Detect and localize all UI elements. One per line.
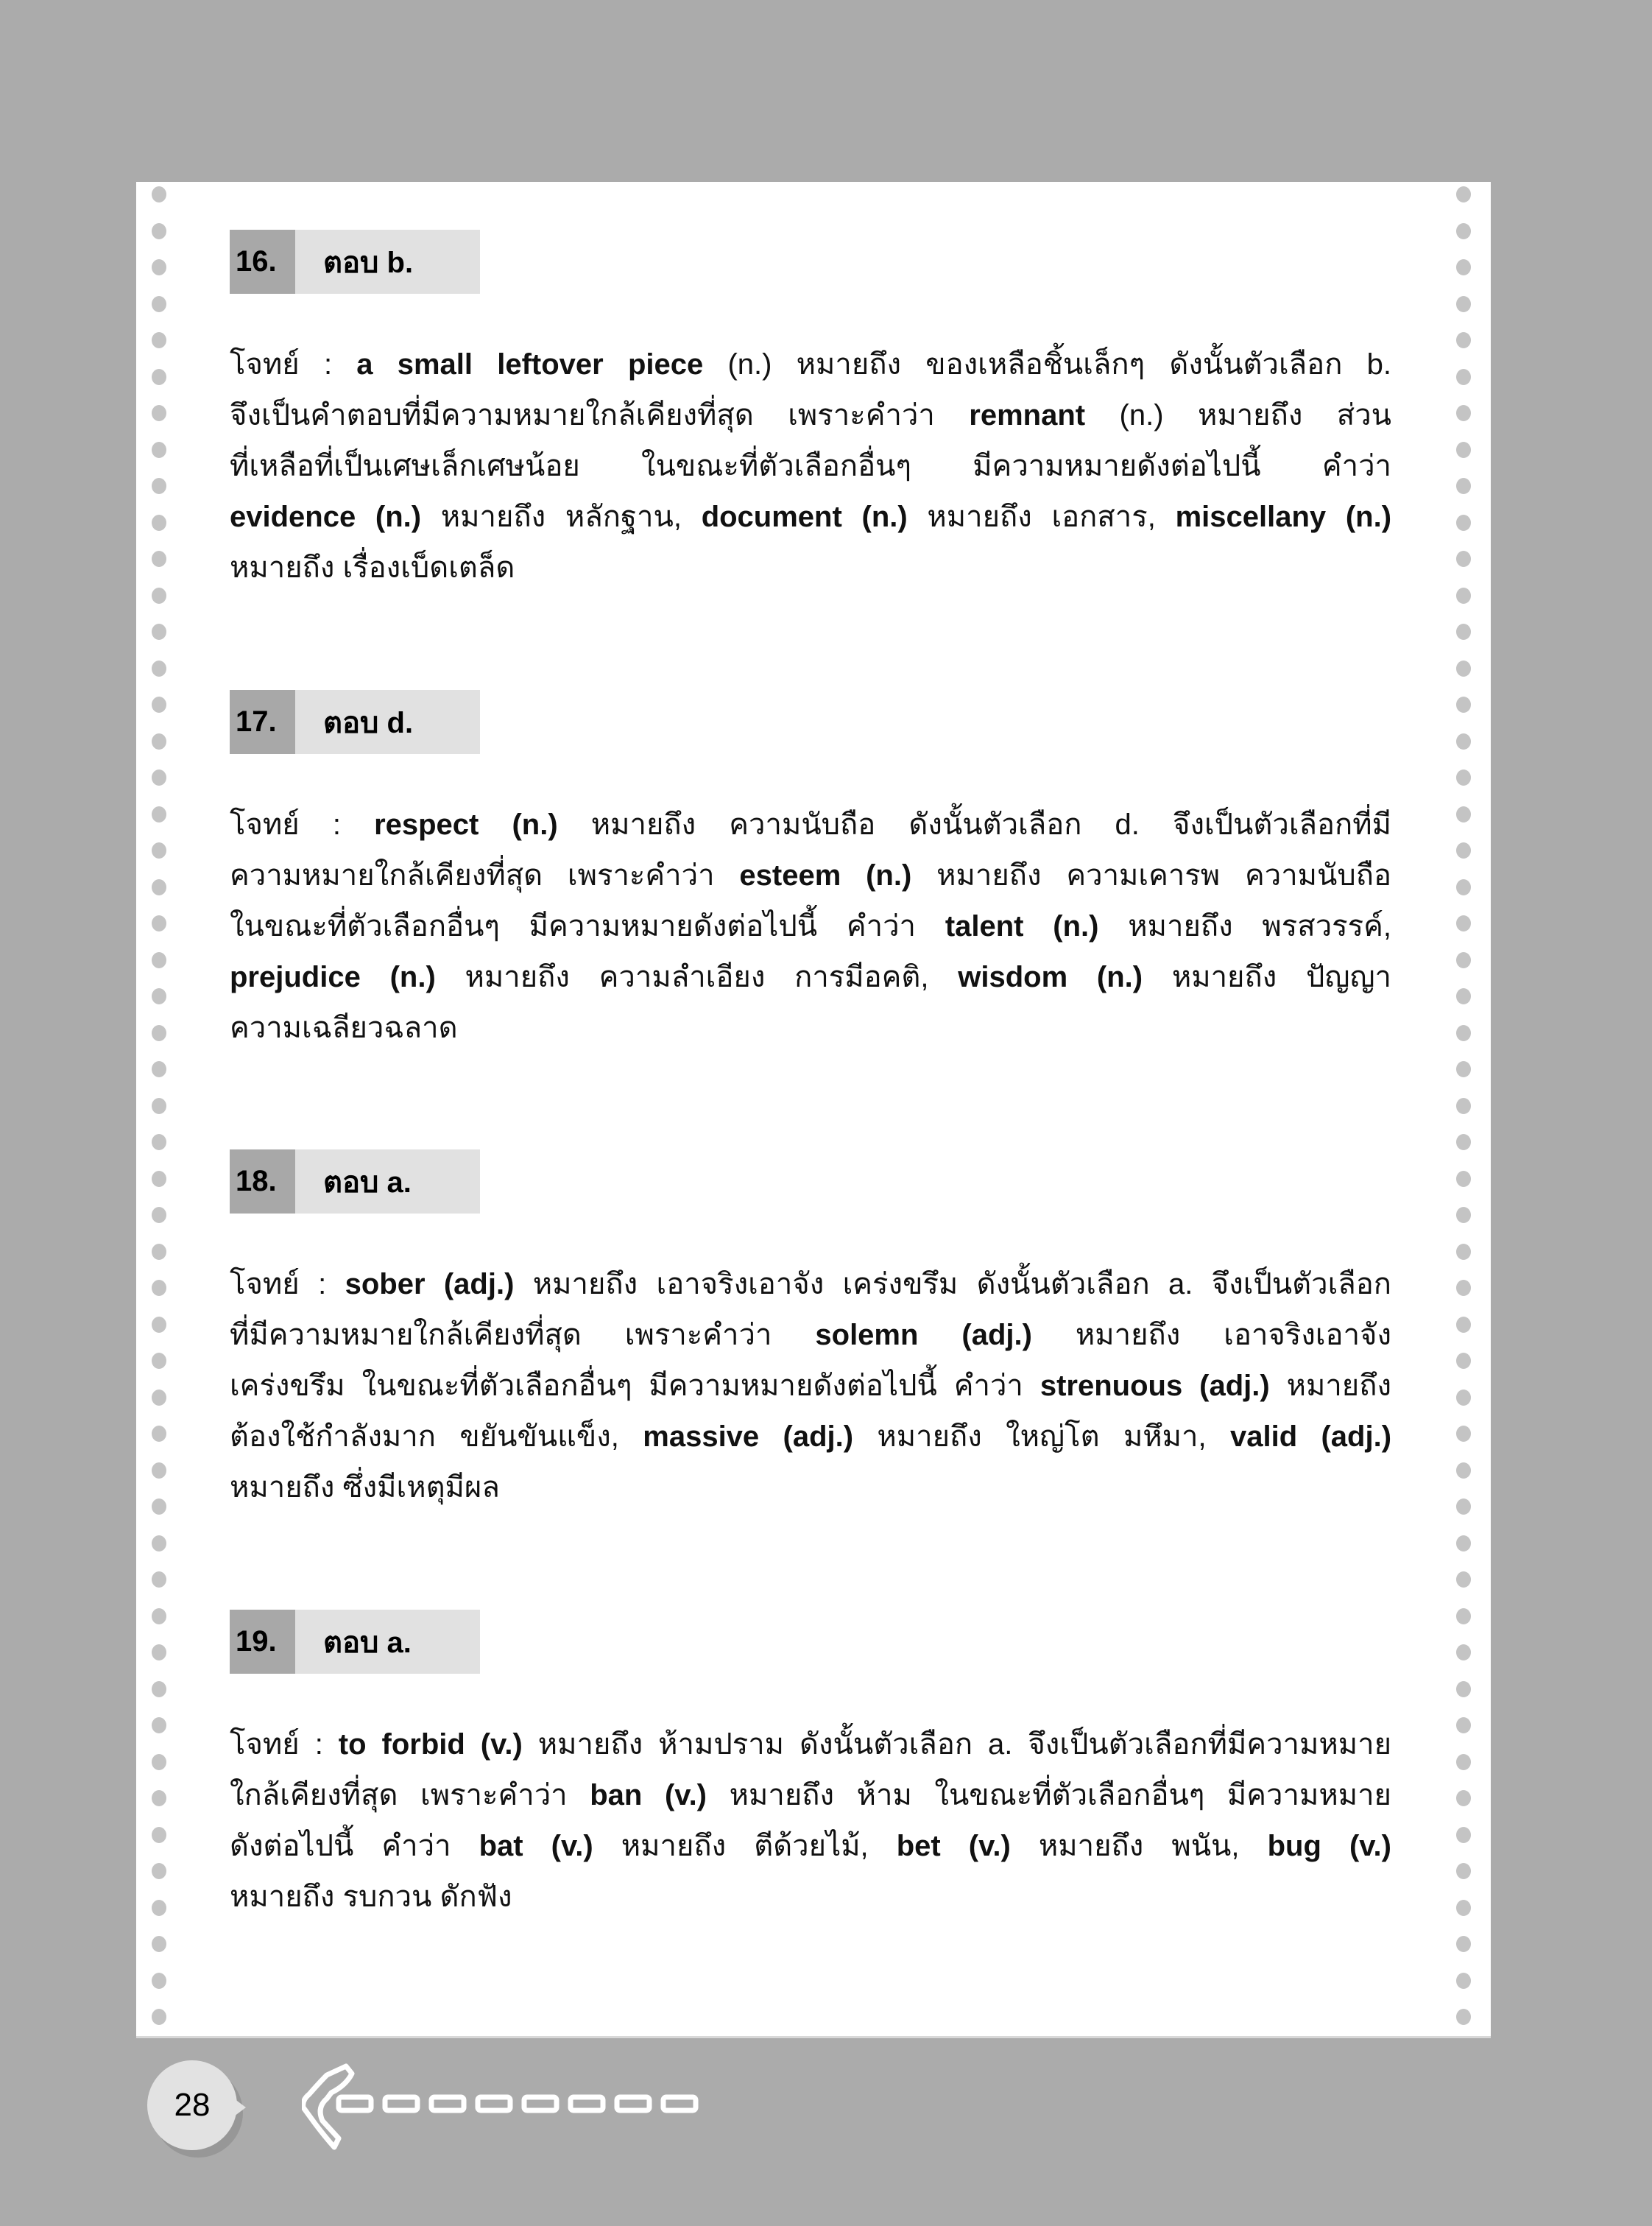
binder-hole bbox=[152, 1827, 166, 1843]
vocabulary-term: ban (v.) bbox=[590, 1779, 707, 1811]
text-segment: ดังต่อไปนี้ คำว่า bbox=[230, 1830, 479, 1862]
text-segment: ความเฉลียวฉลาด bbox=[230, 1012, 458, 1044]
binder-hole bbox=[1456, 186, 1471, 202]
binder-hole bbox=[1456, 1025, 1471, 1041]
text-line bbox=[230, 492, 1391, 543]
vocabulary-term: sober (adj.) bbox=[345, 1268, 515, 1300]
text-line bbox=[230, 1462, 1391, 1513]
answer-header bbox=[230, 690, 480, 754]
binder-hole bbox=[1456, 697, 1471, 713]
vocabulary-term: evidence (n.) bbox=[230, 501, 422, 533]
question-number: 19. bbox=[230, 1610, 295, 1674]
binder-hole bbox=[152, 1061, 166, 1077]
text-segment: ใกล้เคียงที่สุด เพราะคำว่า bbox=[230, 1779, 590, 1811]
binder-hole bbox=[152, 952, 166, 968]
binder-hole bbox=[1456, 1134, 1471, 1150]
binder-hole bbox=[152, 1571, 166, 1588]
binder-hole bbox=[1456, 1426, 1471, 1442]
binder-hole bbox=[1456, 588, 1471, 604]
binder-hole bbox=[1456, 733, 1471, 750]
binder-hole bbox=[152, 1936, 166, 1952]
binder-hole bbox=[1456, 1280, 1471, 1296]
binder-hole bbox=[1456, 515, 1471, 531]
explanation-paragraph bbox=[230, 1719, 1391, 1923]
answer-label: ตอบ d. bbox=[295, 690, 480, 754]
answer-header bbox=[230, 1149, 480, 1214]
binder-hole bbox=[1456, 2009, 1471, 2025]
binder-hole bbox=[1456, 624, 1471, 640]
question-number: 16. bbox=[230, 230, 295, 294]
text-segment: หมายถึง เรื่องเบ็ดเตล็ด bbox=[230, 552, 515, 584]
binder-hole bbox=[152, 332, 166, 348]
binder-hole bbox=[1456, 478, 1471, 494]
question-number: 17. bbox=[230, 690, 295, 754]
binder-hole bbox=[152, 842, 166, 859]
arrow-dash bbox=[478, 2097, 510, 2110]
binder-hole bbox=[1456, 1608, 1471, 1624]
binder-hole bbox=[152, 1717, 166, 1733]
text-segment: (n.) หมายถึง ของเหลือชิ้นเล็กๆ ดังนั้นตัวเลือก b. bbox=[703, 348, 1391, 381]
page-number-badge bbox=[147, 2060, 237, 2150]
binder-hole bbox=[152, 442, 166, 458]
text-segment: หมายถึง ใหญ่โต มหึมา, bbox=[853, 1420, 1230, 1453]
binder-hole bbox=[152, 806, 166, 823]
text-segment: โจทย์ : bbox=[230, 809, 375, 841]
text-line bbox=[230, 1259, 1391, 1310]
vocabulary-term: to forbid (v.) bbox=[338, 1728, 523, 1761]
answer-section bbox=[230, 230, 1391, 594]
text-segment: หมายถึง ห้าม ในขณะที่ตัวเลือกอื่นๆ มีความหมาย bbox=[707, 1779, 1391, 1811]
binder-hole bbox=[1456, 1390, 1471, 1406]
binder-hole bbox=[152, 1863, 166, 1879]
binder-hole bbox=[1456, 1462, 1471, 1479]
answer-header bbox=[230, 230, 480, 294]
binder-holes-left bbox=[152, 186, 168, 2046]
text-segment: หมายถึง ซึ่งมีเหตุมีผล bbox=[230, 1471, 500, 1504]
arrow-dash bbox=[339, 2097, 371, 2110]
text-segment: (n.) หมายถึง ส่วน bbox=[1085, 399, 1391, 432]
text-segment: หมายถึง bbox=[1269, 1370, 1391, 1402]
binder-hole bbox=[1456, 551, 1471, 567]
binder-hole bbox=[1456, 442, 1471, 458]
binder-hole bbox=[1456, 842, 1471, 859]
text-segment: ที่เหลือที่เป็นเศษเล็กเศษน้อย ในขณะที่ตัวเลือกอื่นๆ มีความหมายดังต่อไปนี้ คำว่า bbox=[230, 450, 1391, 482]
text-segment: หมายถึง ปัญญา bbox=[1143, 961, 1391, 993]
text-segment: เคร่งขรึม ในขณะที่ตัวเลือกอื่นๆ มีความหมายดังต่อไปนี้ คำว่า bbox=[230, 1370, 1040, 1402]
vocabulary-term: remnant bbox=[969, 399, 1086, 432]
text-line bbox=[230, 1872, 1391, 1923]
binder-hole bbox=[152, 1171, 166, 1187]
text-segment: หมายถึง ตีด้วยไม้, bbox=[593, 1830, 897, 1862]
binder-hole bbox=[1456, 296, 1471, 312]
answer-label: ตอบ a. bbox=[295, 1610, 480, 1674]
binder-hole bbox=[152, 1134, 166, 1150]
text-line bbox=[230, 1003, 1391, 1054]
binder-hole bbox=[152, 1353, 166, 1369]
binder-hole bbox=[1456, 1571, 1471, 1588]
binder-hole bbox=[1456, 1098, 1471, 1114]
answer-label: ตอบ b. bbox=[295, 230, 480, 294]
binder-hole bbox=[152, 733, 166, 750]
binder-hole bbox=[1456, 1498, 1471, 1515]
vocabulary-term: wisdom (n.) bbox=[958, 961, 1143, 993]
binder-hole bbox=[1456, 879, 1471, 895]
binder-hole bbox=[1456, 259, 1471, 275]
binder-hole bbox=[152, 697, 166, 713]
binder-hole bbox=[152, 624, 166, 640]
vocabulary-term: respect (n.) bbox=[374, 809, 558, 841]
binder-hole bbox=[1456, 332, 1471, 348]
answer-section bbox=[230, 1149, 1391, 1513]
arrow-dash bbox=[617, 2097, 649, 2110]
arrow-left-icon bbox=[302, 2062, 714, 2150]
binder-hole bbox=[1456, 1207, 1471, 1223]
binder-hole bbox=[152, 1244, 166, 1260]
text-line bbox=[230, 850, 1391, 901]
text-segment: หมายถึง หลักฐาน, bbox=[421, 501, 702, 533]
explanation-paragraph bbox=[230, 339, 1391, 594]
arrow-dash bbox=[385, 2097, 417, 2110]
binder-hole bbox=[1456, 952, 1471, 968]
binder-hole bbox=[152, 1900, 166, 1916]
binder-hole bbox=[1456, 1863, 1471, 1879]
binder-hole bbox=[152, 1390, 166, 1406]
text-line bbox=[230, 543, 1391, 594]
vocabulary-term: bug (v.) bbox=[1267, 1830, 1391, 1862]
text-segment: ความหมายใกล้เคียงที่สุด เพราะคำว่า bbox=[230, 859, 740, 892]
binder-hole bbox=[1456, 661, 1471, 677]
binder-hole bbox=[1456, 1900, 1471, 1916]
binder-hole bbox=[152, 879, 166, 895]
binder-hole bbox=[1456, 1644, 1471, 1660]
text-segment: หมายถึง รบกวน ดักฟัง bbox=[230, 1881, 512, 1913]
binder-hole bbox=[152, 259, 166, 275]
binder-hole bbox=[1456, 1827, 1471, 1843]
arrow-dash bbox=[431, 2097, 464, 2110]
binder-hole bbox=[152, 1498, 166, 1515]
binder-holes-right bbox=[1456, 186, 1472, 2046]
vocabulary-term: esteem (n.) bbox=[739, 859, 912, 892]
binder-hole bbox=[152, 223, 166, 239]
binder-hole bbox=[1456, 915, 1471, 931]
question-number: 18. bbox=[230, 1149, 295, 1214]
binder-hole bbox=[1456, 1317, 1471, 1333]
binder-hole bbox=[152, 186, 166, 202]
binder-hole bbox=[152, 296, 166, 312]
binder-hole bbox=[152, 1790, 166, 1806]
binder-hole bbox=[152, 1098, 166, 1114]
binder-hole bbox=[152, 369, 166, 385]
binder-hole bbox=[152, 1608, 166, 1624]
text-line bbox=[230, 800, 1391, 850]
binder-hole bbox=[1456, 1353, 1471, 1369]
binder-hole bbox=[1456, 405, 1471, 421]
text-segment: ต้องใช้กำลังมาก ขยันขันแข็ง, bbox=[230, 1420, 643, 1453]
binder-hole bbox=[1456, 1790, 1471, 1806]
vocabulary-term: prejudice (n.) bbox=[230, 961, 436, 993]
binder-hole bbox=[152, 1973, 166, 1989]
text-segment: หมายถึง ความนับถือ ดังนั้นตัวเลือก d. จึงเป็นตัวเลือกที่มี bbox=[557, 809, 1391, 841]
binder-hole bbox=[1456, 1171, 1471, 1187]
binder-hole bbox=[1456, 1061, 1471, 1077]
vocabulary-term: miscellany (n.) bbox=[1175, 501, 1392, 533]
explanation-paragraph bbox=[230, 1259, 1391, 1513]
binder-hole bbox=[1456, 1936, 1471, 1952]
binder-hole bbox=[152, 478, 166, 494]
binder-hole bbox=[152, 515, 166, 531]
binder-hole bbox=[152, 1426, 166, 1442]
page-number: 28 bbox=[174, 2087, 211, 2123]
binder-hole bbox=[1456, 1717, 1471, 1733]
text-line bbox=[230, 1361, 1391, 1412]
binder-hole bbox=[1456, 806, 1471, 823]
vocabulary-term: talent (n.) bbox=[945, 910, 1099, 943]
binder-hole bbox=[1456, 1244, 1471, 1260]
text-line bbox=[230, 441, 1391, 492]
binder-hole bbox=[152, 769, 166, 786]
binder-hole bbox=[152, 915, 166, 931]
vocabulary-term: document (n.) bbox=[701, 501, 908, 533]
binder-hole bbox=[1456, 223, 1471, 239]
binder-hole bbox=[1456, 769, 1471, 786]
binder-hole bbox=[1456, 1681, 1471, 1697]
binder-hole bbox=[1456, 1535, 1471, 1551]
binder-hole bbox=[152, 1280, 166, 1296]
text-line bbox=[230, 1770, 1391, 1821]
text-segment: ในขณะที่ตัวเลือกอื่นๆ มีความหมายดังต่อไปนี้ คำว่า bbox=[230, 910, 945, 943]
text-segment: โจทย์ : bbox=[230, 348, 357, 381]
binder-hole bbox=[1456, 1973, 1471, 1989]
arrow-dash bbox=[524, 2097, 557, 2110]
binder-hole bbox=[152, 588, 166, 604]
binder-hole bbox=[152, 405, 166, 421]
binder-hole bbox=[1456, 1754, 1471, 1770]
text-segment: หมายถึง ห้ามปราม ดังนั้นตัวเลือก a. จึงเป็นตัวเลือกที่มีความหมาย bbox=[522, 1728, 1392, 1761]
explanation-paragraph bbox=[230, 800, 1391, 1054]
text-line bbox=[230, 1719, 1391, 1770]
vocabulary-term: bat (v.) bbox=[479, 1830, 593, 1862]
text-line bbox=[230, 1821, 1391, 1872]
text-segment: ที่มีความหมายใกล้เคียงที่สุด เพราะคำว่า bbox=[230, 1319, 816, 1351]
text-segment: โจทย์ : bbox=[230, 1268, 345, 1300]
text-segment: หมายถึง เอาจริงเอาจัง bbox=[1031, 1319, 1392, 1351]
binder-hole bbox=[152, 1681, 166, 1697]
answer-section bbox=[230, 1610, 1391, 1923]
text-line bbox=[230, 339, 1391, 390]
text-segment: หมายถึง พนัน, bbox=[1010, 1830, 1268, 1862]
text-segment: หมายถึง ความเคารพ ความนับถือ bbox=[911, 859, 1392, 892]
text-segment: หมายถึง เอกสาร, bbox=[907, 501, 1176, 533]
binder-hole bbox=[152, 1207, 166, 1223]
binder-hole bbox=[152, 551, 166, 567]
arrow-dash bbox=[571, 2097, 603, 2110]
answer-label: ตอบ a. bbox=[295, 1149, 480, 1214]
binder-hole bbox=[152, 1754, 166, 1770]
binder-hole bbox=[152, 1317, 166, 1333]
vocabulary-term: massive (adj.) bbox=[643, 1420, 854, 1453]
text-segment: หมายถึง เอาจริงเอาจัง เคร่งขรึม ดังนั้นตัวเลือก a. จึงเป็นตัวเลือก bbox=[514, 1268, 1392, 1300]
binder-hole bbox=[152, 1462, 166, 1479]
text-line bbox=[230, 390, 1391, 441]
vocabulary-term: solemn (adj.) bbox=[815, 1319, 1032, 1351]
binder-hole bbox=[1456, 988, 1471, 1004]
text-line bbox=[230, 952, 1391, 1003]
answer-page bbox=[136, 182, 1491, 2038]
binder-hole bbox=[152, 988, 166, 1004]
text-line bbox=[230, 1412, 1391, 1462]
vocabulary-term: a small leftover piece bbox=[356, 348, 704, 381]
text-segment: โจทย์ : bbox=[230, 1728, 339, 1761]
binder-hole bbox=[152, 1025, 166, 1041]
binder-hole bbox=[1456, 369, 1471, 385]
text-line bbox=[230, 901, 1391, 952]
arrow-dash bbox=[663, 2097, 696, 2110]
vocabulary-term: bet (v.) bbox=[896, 1830, 1011, 1862]
text-segment: หมายถึง พรสวรรค์, bbox=[1098, 910, 1391, 943]
vocabulary-term: strenuous (adj.) bbox=[1039, 1370, 1270, 1402]
binder-hole bbox=[152, 1535, 166, 1551]
binder-hole bbox=[152, 2009, 166, 2025]
text-line bbox=[230, 1310, 1391, 1361]
vocabulary-term: valid (adj.) bbox=[1229, 1420, 1392, 1453]
text-segment: จึงเป็นคำตอบที่มีความหมายใกล้เคียงที่สุด เพราะคำว่า bbox=[230, 399, 970, 432]
binder-hole bbox=[152, 1644, 166, 1660]
text-segment: หมายถึง ความลำเอียง การมีอคติ, bbox=[435, 961, 959, 993]
binder-hole bbox=[152, 661, 166, 677]
answer-header bbox=[230, 1610, 480, 1674]
answer-section bbox=[230, 690, 1391, 1054]
